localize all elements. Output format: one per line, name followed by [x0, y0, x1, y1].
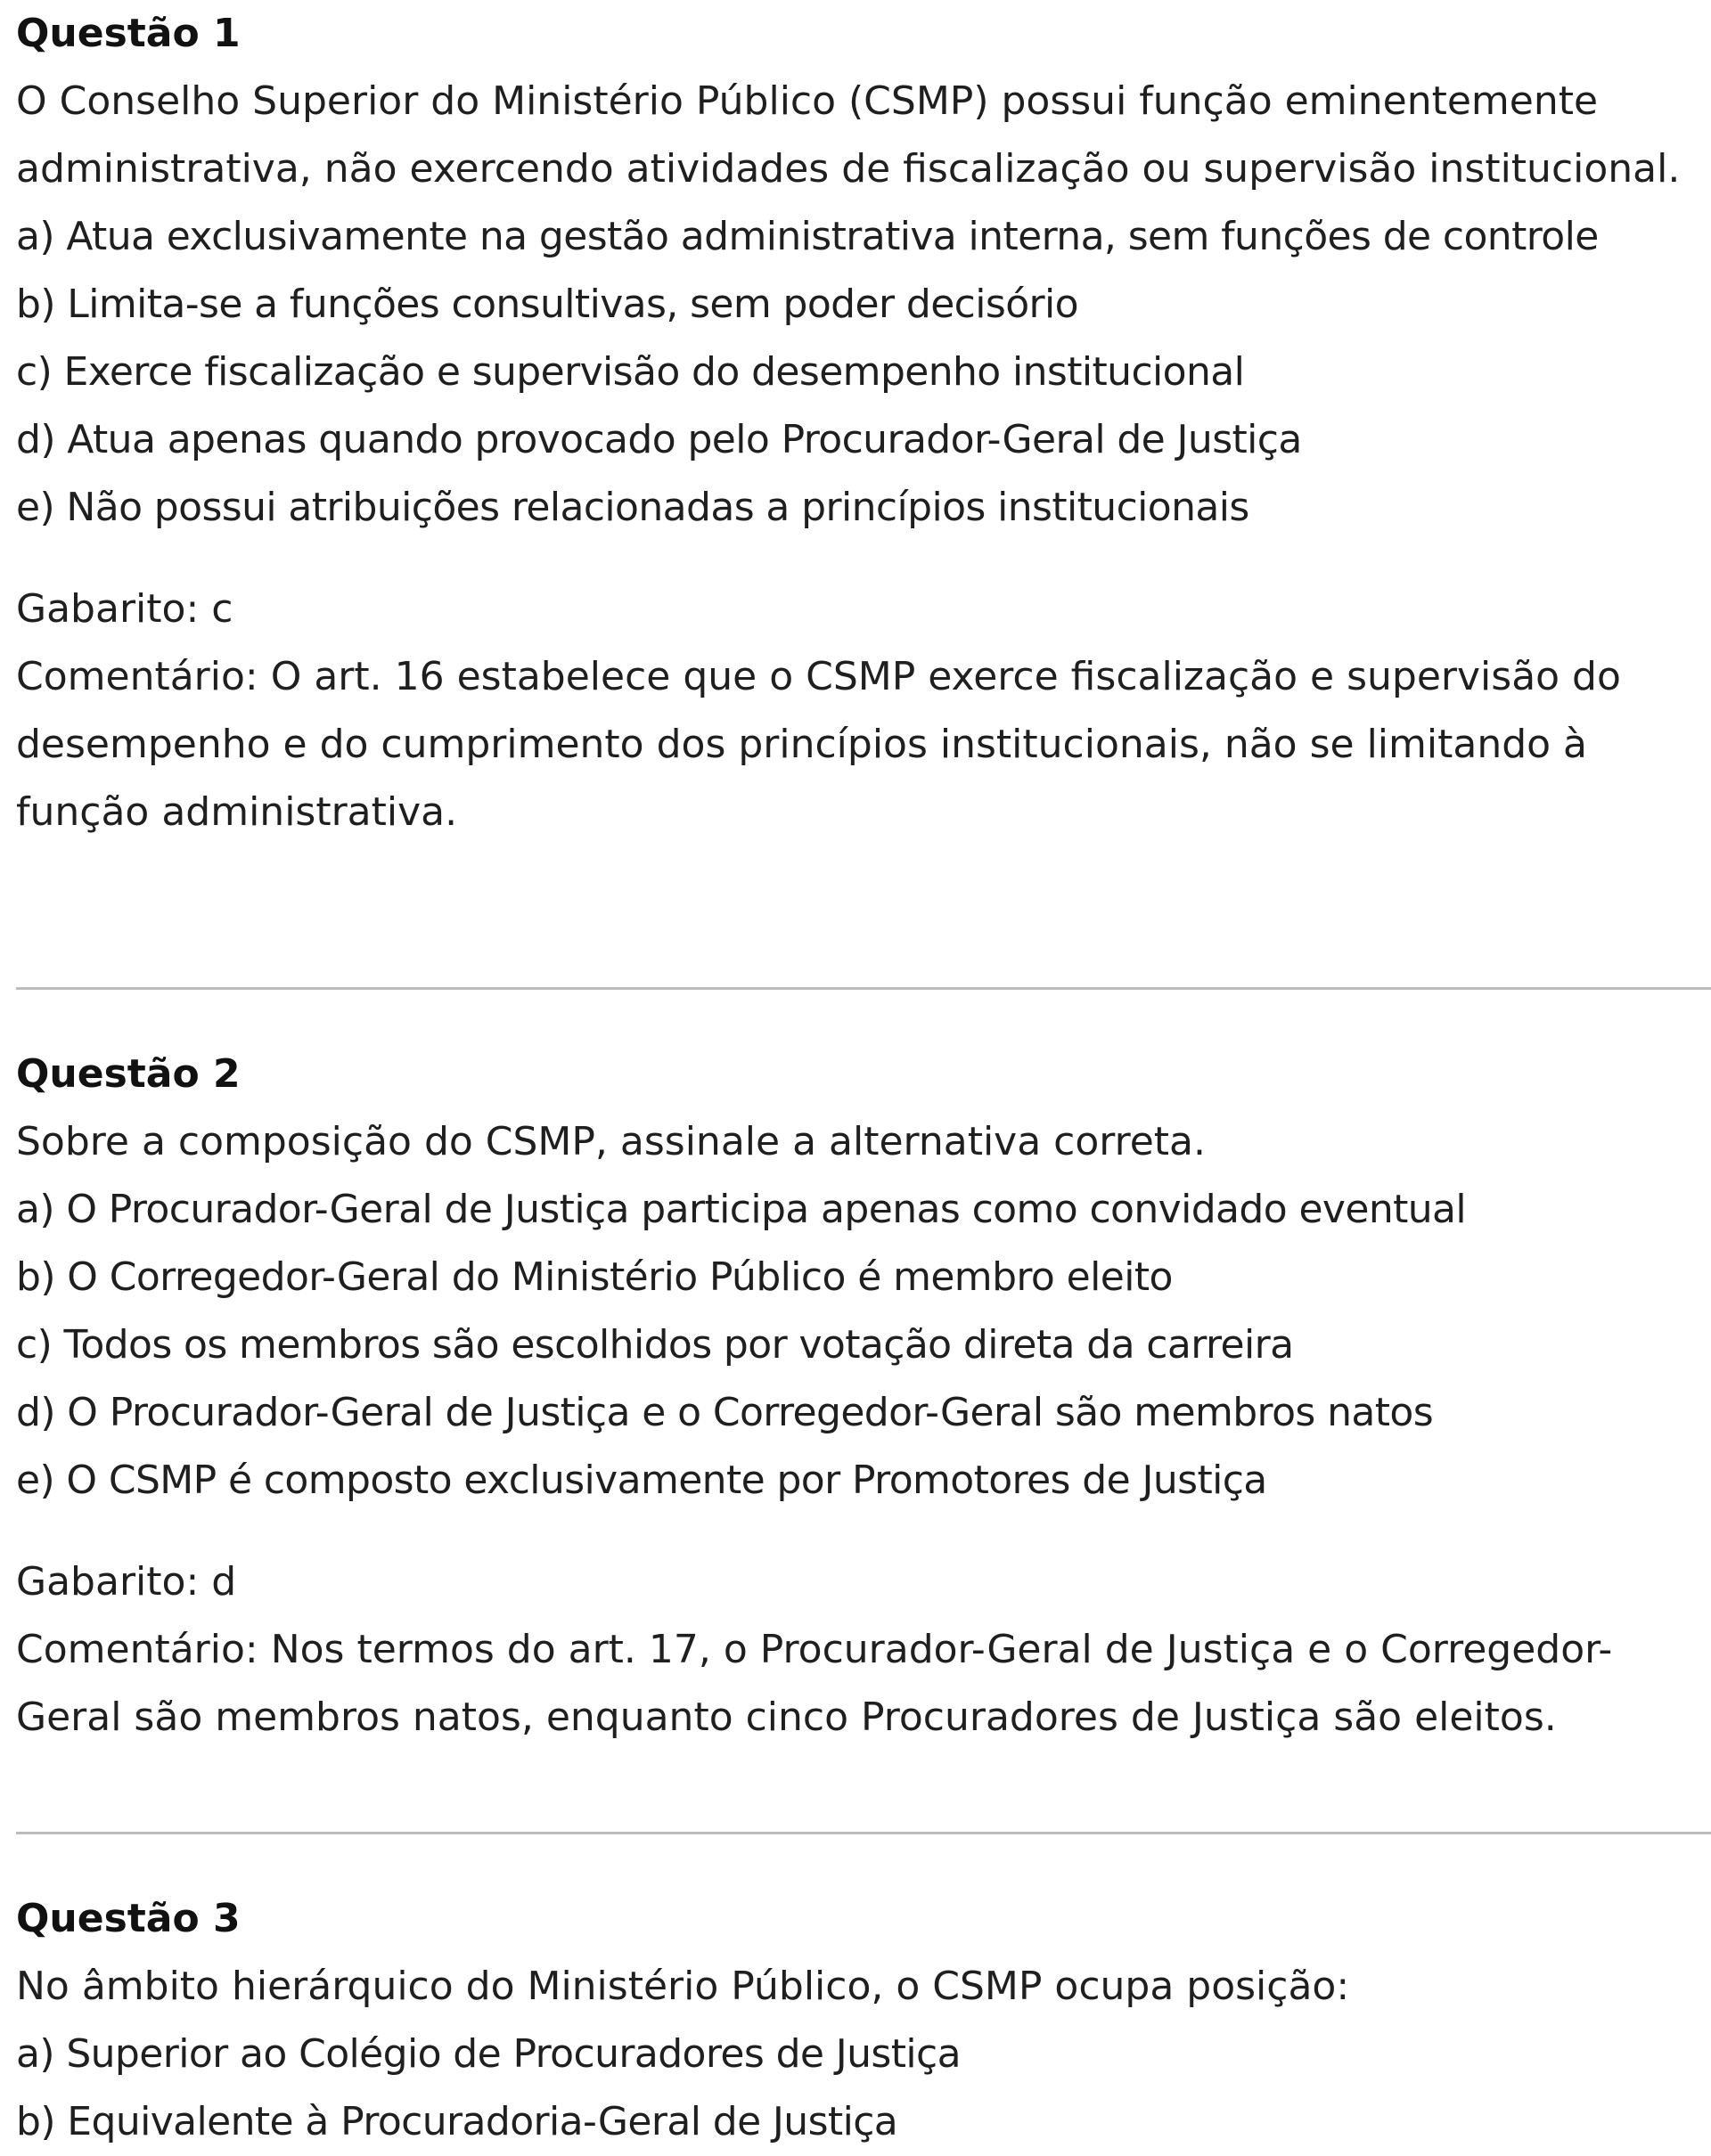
answer-key: Gabarito: d: [16, 1559, 237, 1605]
option-e: e) Não possui atribuições relacionadas a princípios institucionais: [16, 485, 1249, 530]
question-title: Questão 1: [16, 11, 241, 56]
option-a: a) O Procurador-Geral de Justiça participa apenas como convidado eventual: [16, 1187, 1467, 1232]
option-b: b) Limita-se a funções consultivas, sem poder decisório: [16, 282, 1078, 327]
option-e: e) O CSMP é composto exclusivamente por Promotores de Justiça: [16, 1458, 1267, 1503]
option-d: d) O Procurador-Geral de Justiça e o Corregedor-Geral são membros natos: [16, 1390, 1434, 1435]
option-b: b) O Corregedor-Geral do Ministério Público é membro eleito: [16, 1254, 1173, 1300]
question-title: Questão 2: [16, 1051, 241, 1097]
question-1: [16, 0, 1709, 846]
question-title: Questão 3: [16, 1896, 241, 1941]
option-d: d) Atua apenas quando provocado pelo Procurador-Geral de Justiça: [16, 417, 1302, 462]
option-c: c) Todos os membros são escolhidos por votação direta da carreira: [16, 1322, 1294, 1368]
option-a: a) Atua exclusivamente na gestão administrativa interna, sem funções de controle: [16, 214, 1599, 259]
question-statement: O Conselho Superior do Ministério Público (CSMP) possui função eminentemente administrativa, não exercendo atividades de fiscalização ou supervisão institucional.: [16, 78, 1681, 192]
answer-key: Gabarito: c: [16, 586, 233, 632]
option-b: b) Equivalente à Procuradoria-Geral de Justiça: [16, 2099, 898, 2144]
answer-comment: Comentário: O art. 16 estabelece que o CSMP exerce fiscalização e supervisão do desempenho e do cumprimento dos princípios institucionais, não se limitando à função administrativa.: [16, 654, 1621, 835]
spacer: [16, 1515, 1709, 1548]
option-a: a) Superior ao Colégio de Procuradores de Justiça: [16, 2031, 961, 2077]
question-statement: No âmbito hierárquico do Ministério Público, o CSMP ocupa posição:: [16, 1964, 1350, 2009]
section-divider: [16, 987, 1711, 990]
section-divider: [16, 1832, 1711, 1834]
answer-comment: Comentário: Nos termos do art. 17, o Procurador-Geral de Justiça e o Corregedor-Geral são membros natos, enquanto cinco Procuradores de Justiça são eleitos.: [16, 1627, 1613, 1740]
question-3: [16, 1885, 1709, 2156]
option-c: c) Exerce fiscalização e supervisão do desempenho institucional: [16, 349, 1245, 395]
question-2: [16, 1041, 1709, 1752]
spacer: [16, 542, 1709, 576]
question-statement: Sobre a composição do CSMP, assinale a alternativa correta.: [16, 1119, 1206, 1164]
